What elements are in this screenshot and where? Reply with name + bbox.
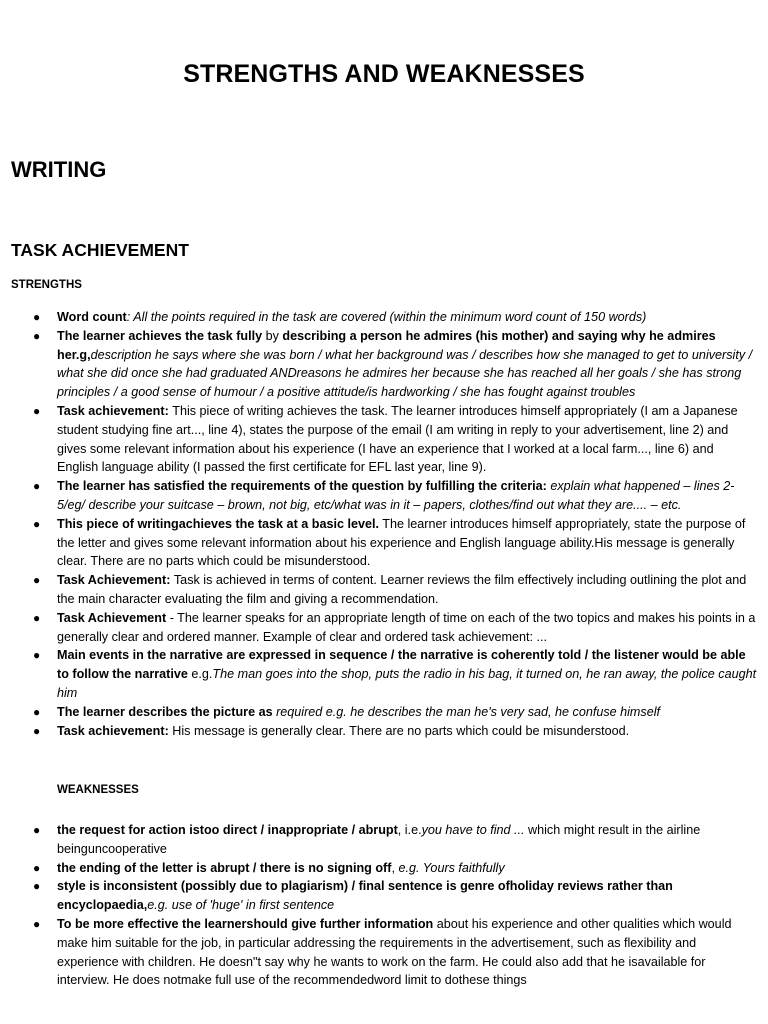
bullet-icon: ● <box>33 310 41 324</box>
item-text: , i.e. <box>397 823 422 837</box>
bullet-icon: ● <box>33 328 41 343</box>
item-text: which might result in the airline beinguncooperative <box>57 823 701 856</box>
item-text: Main events in the narrative are expressed in sequence / the narrative is coherently told / the listener would be able to follow the narrative <box>57 648 746 682</box>
item-text: Task Achievement <box>57 610 167 625</box>
bullet-icon: ● <box>33 704 41 719</box>
list-item <box>0 571 768 609</box>
strengths-label: STRENGTHS <box>11 279 82 291</box>
item-text: describing a person he admires (his mother) and saying why he admires her.g, <box>57 328 716 362</box>
list-item <box>0 402 768 477</box>
item-text: the ending of the letter is abrupt / there is no signing off <box>57 860 392 875</box>
item-text: To be more effective the learnershould give further information <box>57 916 434 931</box>
list-item <box>0 915 768 990</box>
item-text: This piece of writing achieves the task. The learner introduces himself appropriately (I am a Japanese student studying fine art..., line 4), states the purpose of the email (I am writing in reply to your advertisement, line 2) and gives some relevant information about his experience (I have an experience that I worked at a local farm..., line 6) and English language ability (I passed the first certificate for EFL last year, line 9). <box>57 403 738 475</box>
bullet-icon: ● <box>33 573 41 588</box>
item-text: you have to find ... <box>421 823 525 837</box>
list-item <box>0 859 768 878</box>
bullet-icon: ● <box>33 403 41 418</box>
bullet-icon: ● <box>33 648 41 663</box>
weaknesses-label: WEAKNESSES <box>57 784 139 796</box>
item-text: style is inconsistent (possibly due to plagiarism) / final sentence is genre ofholiday reviews rather than encyclopaedia, <box>57 879 673 913</box>
bullet-icon: ● <box>33 479 41 494</box>
page-title: STRENGTHS AND WEAKNESSES <box>183 60 585 88</box>
item-text: e.g. Yours faithfully <box>398 860 505 875</box>
weaknesses-list <box>0 821 768 990</box>
bullet-icon: ● <box>33 879 41 894</box>
list-item <box>0 722 768 741</box>
item-text: the request for action istoo direct / inappropriate / abrupt <box>57 823 398 837</box>
item-text: e.g. <box>187 667 213 682</box>
bullet-icon: ● <box>33 723 41 738</box>
item-text: Task achievement: <box>57 403 173 418</box>
strengths-list <box>0 308 768 740</box>
list-item <box>0 703 768 722</box>
item-text: about his experience and other qualities which would make him suitable for the job, in particular addressing the requirements in the advertisement, such as flexibility and experience with children. He doesn"t say why he wants to work on the farm. He could also add that he isavailable for interview. He does notmake full use of the recommendedword limit to dothese things <box>57 916 732 988</box>
item-text: The learner introduces himself appropriately, state the purpose of the letter and gives some relevant information about his experience and English language ability.His message is generally clear. There are no parts which could be misunderstood. <box>57 516 746 569</box>
item-text: : All the points required in the task are covered (within the minimum word count of 150 words) <box>126 310 647 324</box>
list-item <box>0 308 768 327</box>
bullet-icon: ● <box>33 860 41 875</box>
list-item <box>0 646 768 702</box>
item-text: The learner describes the picture as <box>57 704 277 719</box>
item-text: e.g. use of 'huge' in first sentence <box>147 898 335 913</box>
item-text: Task Achievement: <box>57 573 174 588</box>
subsection-heading: TASK ACHIEVEMENT <box>11 240 189 260</box>
item-text: explain what happened – lines 2-5/eg/ describe your suitcase – brown, not big, etc/what was in it – papers, clothes/find out what they are.... – etc. <box>57 479 735 512</box>
item-text: The learner achieves the task fully <box>57 328 263 343</box>
bullet-icon: ● <box>33 916 41 931</box>
item-text: - The learner speaks for an appropriate length of time on each of the two topics and makes his points in a generally clear and ordered manner. Example of clear and ordered task achievement: ... <box>57 610 756 644</box>
item-text: description he says where she was born / what her background was / describes how she managed to get to university / what she did once she had graduated ANDreasons he admires her because she has reached all her goals / she has strong principles / a good sense of humour / a positive attitude/is hardworking / she has fought against troubles <box>57 347 753 400</box>
list-item <box>0 609 768 647</box>
list-item <box>0 515 768 571</box>
item-text: Task is achieved in terms of content. Learner reviews the film effectively including outlining the plot and the main character evaluating the film and giving a recommendation. <box>57 573 747 606</box>
item-text: Word count <box>57 310 127 324</box>
item-text: , <box>391 860 399 875</box>
list-item <box>0 327 768 402</box>
list-item <box>0 877 768 915</box>
section-heading: WRITING <box>11 157 107 182</box>
item-text: by <box>262 328 283 343</box>
bullet-icon: ● <box>33 823 41 837</box>
list-item <box>0 821 768 859</box>
item-text: This piece of writingachieves the task at a basic level. <box>57 516 379 531</box>
item-text: The man goes into the shop, puts the radio in his bag, it turned on, he ran away, the police caught him <box>57 667 757 700</box>
item-text: His message is generally clear. There are no parts which could be misunderstood. <box>172 723 630 738</box>
item-text: Task achievement: <box>57 723 173 738</box>
bullet-icon: ● <box>33 610 41 625</box>
item-text: required e.g. he describes the man he's very sad, he confuse himself <box>276 704 661 719</box>
list-item <box>0 477 768 515</box>
item-text: The learner has satisfied the requirements of the question by fulfilling the criteria: <box>57 479 551 494</box>
bullet-icon: ● <box>33 516 41 531</box>
